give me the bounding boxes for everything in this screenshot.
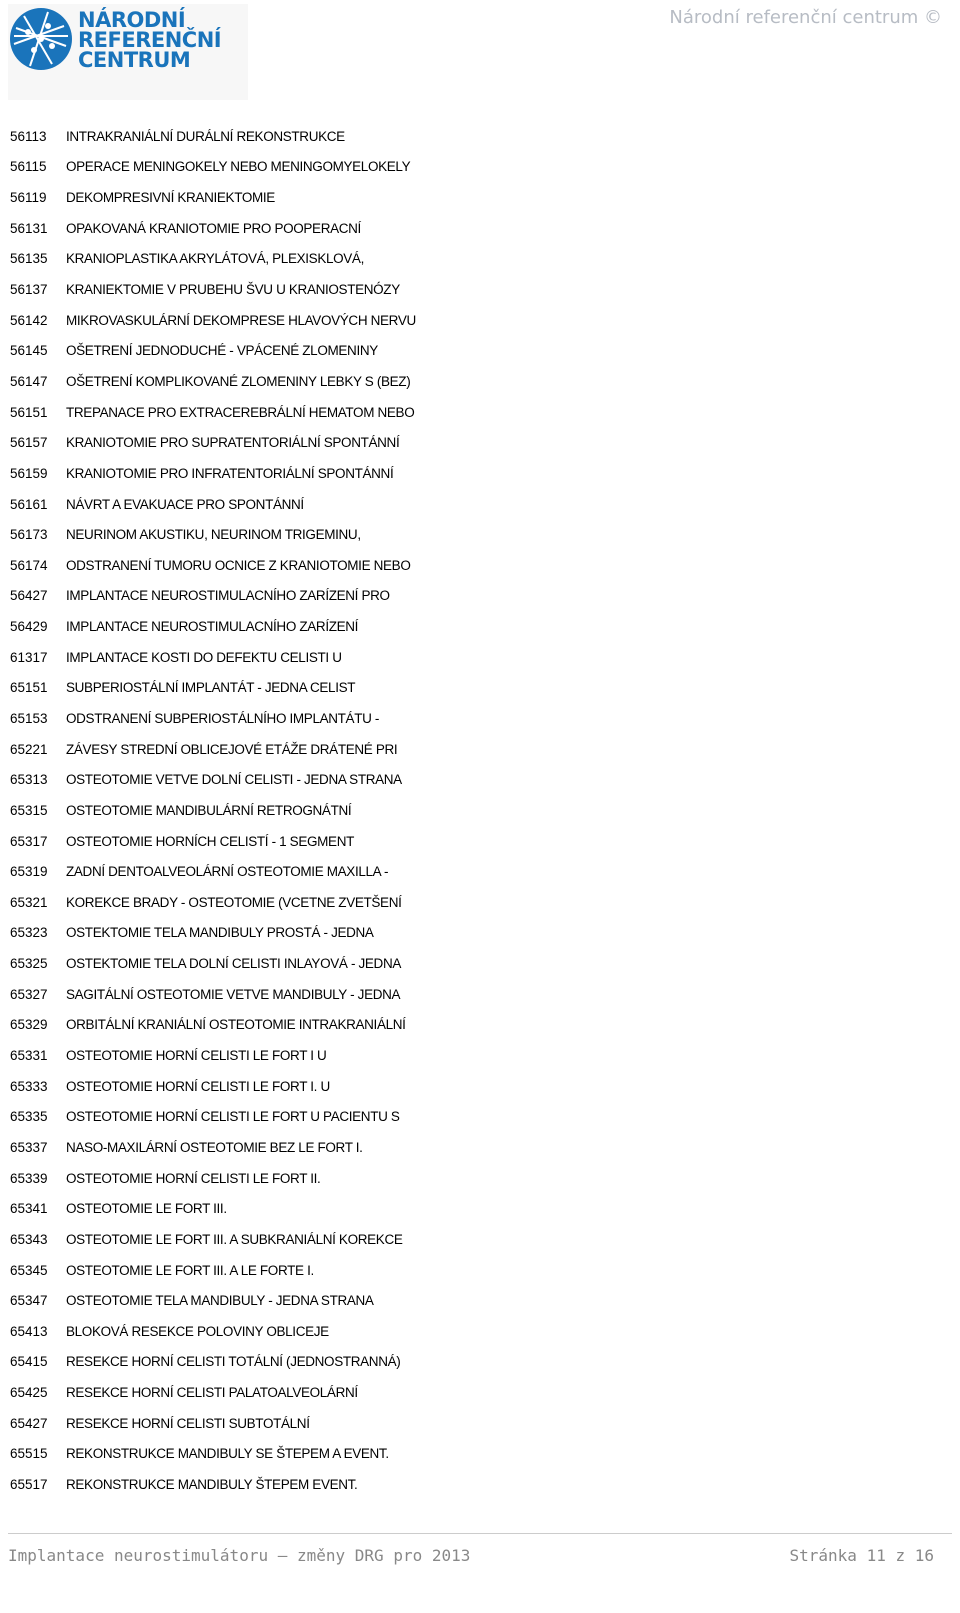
procedure-code: 65415 <box>10 1354 48 1370</box>
list-item <box>0 458 960 489</box>
list-item <box>0 397 960 428</box>
logo-line-2: REFERENČNÍ <box>78 28 222 52</box>
list-item <box>0 427 960 458</box>
procedure-description: OSTEOTOMIE HORNÍ CELISTI LE FORT I U <box>66 1048 327 1064</box>
procedure-code: 65315 <box>10 802 48 818</box>
procedure-description: OSTEOTOMIE VETVE DOLNÍ CELISTI - JEDNA STRANA <box>66 772 402 788</box>
procedure-description: IMPLANTACE NEUROSTIMULACNÍHO ZARÍZENÍ PRO <box>66 588 390 604</box>
logo <box>8 4 248 100</box>
list-item <box>0 979 960 1010</box>
procedure-description: KOREKCE BRADY - OSTEOTOMIE (VCETNE ZVETŠENÍ <box>66 894 402 910</box>
logo-line-3: CENTRUM <box>78 48 191 72</box>
list-item <box>0 1132 960 1163</box>
list-item <box>0 1408 960 1439</box>
list-item <box>0 918 960 949</box>
procedure-code: 65319 <box>10 864 48 880</box>
procedure-description: OSTEOTOMIE TELA MANDIBULY - JEDNA STRANA <box>66 1293 374 1309</box>
procedure-code: 65339 <box>10 1170 48 1186</box>
procedure-code: 56115 <box>10 159 47 175</box>
list-item <box>0 1285 960 1316</box>
procedure-description: KRANIOPLASTIKA AKRYLÁTOVÁ, PLEXISKLOVÁ, <box>66 251 364 267</box>
procedure-code: 56113 <box>10 128 47 144</box>
procedure-description: RESEKCE HORNÍ CELISTI SUBTOTÁLNÍ <box>66 1415 310 1431</box>
procedure-code: 65221 <box>10 741 48 757</box>
procedure-code: 56142 <box>10 312 48 328</box>
list-item <box>0 948 960 979</box>
list-item <box>0 1163 960 1194</box>
list-item <box>0 673 960 704</box>
procedure-description: TREPANACE PRO EXTRACEREBRÁLNÍ HEMATOM NEBO <box>66 404 415 420</box>
procedure-code: 65413 <box>10 1323 48 1339</box>
procedure-code: 56429 <box>10 619 48 635</box>
list-item <box>0 335 960 366</box>
procedure-code: 56119 <box>10 190 47 206</box>
list-item <box>0 121 960 152</box>
procedure-description: IMPLANTACE NEUROSTIMULACNÍHO ZARÍZENÍ <box>66 619 359 635</box>
footer-divider <box>8 1533 952 1534</box>
procedure-description: OSTEOTOMIE HORNÍ CELISTI LE FORT I. U <box>66 1078 330 1094</box>
list-item <box>0 887 960 918</box>
procedure-list <box>0 121 960 1500</box>
list-item <box>0 1071 960 1102</box>
procedure-description: IMPLANTACE KOSTI DO DEFEKTU CELISTI U <box>66 649 342 665</box>
footer-document-title: Implantace neurostimulátoru – změny DRG pro 2013 <box>8 1546 471 1565</box>
list-item <box>0 1469 960 1500</box>
procedure-code: 65321 <box>10 894 48 910</box>
procedure-code: 65425 <box>10 1385 48 1401</box>
procedure-code: 56159 <box>10 465 48 481</box>
list-item <box>0 1010 960 1041</box>
procedure-description: OŠETRENÍ JEDNODUCHÉ - VPÁCENÉ ZLOMENINY <box>66 343 378 359</box>
procedure-code: 65153 <box>10 710 48 726</box>
list-item <box>0 826 960 857</box>
procedure-description: OSTEOTOMIE LE FORT III. <box>66 1201 227 1217</box>
list-item <box>0 764 960 795</box>
list-item <box>0 152 960 183</box>
list-item <box>0 1193 960 1224</box>
procedure-code: 56135 <box>10 251 48 267</box>
procedure-code: 65515 <box>10 1446 48 1462</box>
procedure-description: OSTEOTOMIE HORNÍCH CELISTÍ - 1 SEGMENT <box>66 833 354 849</box>
page-header <box>0 0 960 100</box>
list-item <box>0 1439 960 1470</box>
procedure-description: MIKROVASKULÁRNÍ DEKOMPRESE HLAVOVÝCH NERVU <box>66 312 416 328</box>
procedure-description: NÁVRT A EVAKUACE PRO SPONTÁNNÍ <box>66 496 304 512</box>
list-item <box>0 244 960 275</box>
list-item <box>0 519 960 550</box>
procedure-description: KRANIEKTOMIE V PRUBEHU ŠVU U KRANIOSTENÓZY <box>66 282 400 298</box>
procedure-description: DEKOMPRESIVNÍ KRANIEKTOMIE <box>66 190 275 206</box>
procedure-description: REKONSTRUKCE MANDIBULY SE ŠTEPEM A EVENT. <box>66 1446 389 1462</box>
procedure-description: NEURINOM AKUSTIKU, NEURINOM TRIGEMINU, <box>66 527 361 543</box>
procedure-description: OSTEKTOMIE TELA MANDIBULY PROSTÁ - JEDNA <box>66 925 374 941</box>
list-item <box>0 1102 960 1133</box>
procedure-code: 65427 <box>10 1415 48 1431</box>
procedure-code: 56131 <box>10 220 48 236</box>
procedure-code: 56174 <box>10 557 48 573</box>
procedure-description: ODSTRANENÍ SUBPERIOSTÁLNÍHO IMPLANTÁTU - <box>66 710 380 726</box>
list-item <box>0 611 960 642</box>
procedure-description: OSTEOTOMIE LE FORT III. A SUBKRANIÁLNÍ KOREKCE <box>66 1231 403 1247</box>
procedure-code: 56151 <box>10 404 48 420</box>
list-item <box>0 1255 960 1286</box>
procedure-code: 65347 <box>10 1293 48 1309</box>
procedure-code: 56145 <box>10 343 48 359</box>
list-item <box>0 1224 960 1255</box>
list-item <box>0 550 960 581</box>
procedure-code: 65317 <box>10 833 48 849</box>
footer-page-number: Stránka 11 z 16 <box>789 1546 934 1565</box>
procedure-code: 56147 <box>10 373 48 389</box>
procedure-description: INTRAKRANIÁLNÍ DURÁLNÍ REKONSTRUKCE <box>66 128 345 144</box>
header-title: Národní referenční centrum © <box>669 7 942 28</box>
procedure-code: 56161 <box>10 496 48 512</box>
procedure-description: RESEKCE HORNÍ CELISTI PALATOALVEOLÁRNÍ <box>66 1385 358 1401</box>
procedure-description: OPERACE MENINGOKELY NEBO MENINGOMYELOKELY <box>66 159 411 175</box>
procedure-description: REKONSTRUKCE MANDIBULY ŠTEPEM EVENT. <box>66 1477 358 1492</box>
procedure-description: OSTEOTOMIE MANDIBULÁRNÍ RETROGNÁTNÍ <box>66 802 352 818</box>
procedure-description: NASO-MAXILÁRNÍ OSTEOTOMIE BEZ LE FORT I. <box>66 1139 363 1155</box>
list-item <box>0 1040 960 1071</box>
list-item <box>0 734 960 765</box>
list-item <box>0 182 960 213</box>
list-item <box>0 581 960 612</box>
list-item <box>0 489 960 520</box>
list-item <box>0 856 960 887</box>
procedure-description: SUBPERIOSTÁLNÍ IMPLANTÁT - JEDNA CELIST <box>66 680 356 696</box>
procedure-description: ZÁVESY STREDNÍ OBLICEJOVÉ ETÁŽE DRÁTENÉ PRI <box>66 741 398 757</box>
procedure-code: 65337 <box>10 1139 48 1155</box>
procedure-code: 56137 <box>10 282 48 298</box>
procedure-description: ODSTRANENÍ TUMORU OCNICE Z KRANIOTOMIE NEBO <box>66 557 411 573</box>
list-item <box>0 642 960 673</box>
procedure-description: OPAKOVANÁ KRANIOTOMIE PRO POOPERACNÍ <box>66 220 361 236</box>
list-item <box>0 213 960 244</box>
procedure-code: 61317 <box>10 649 48 665</box>
list-item <box>0 274 960 305</box>
procedure-code: 65517 <box>10 1477 48 1492</box>
procedure-code: 56427 <box>10 588 48 604</box>
procedure-code: 65333 <box>10 1078 48 1094</box>
list-item <box>0 1347 960 1378</box>
procedure-description: KRANIOTOMIE PRO SUPRATENTORIÁLNÍ SPONTÁNNÍ <box>66 435 400 451</box>
procedure-code: 65313 <box>10 772 48 788</box>
logo-text <box>78 10 221 70</box>
procedure-code: 56173 <box>10 527 48 543</box>
logo-line-1: NÁRODNÍ <box>78 8 186 32</box>
procedure-description: OSTEOTOMIE LE FORT III. A LE FORTE I. <box>66 1262 314 1278</box>
procedure-description: OSTEOTOMIE HORNÍ CELISTI LE FORT U PACIENTU S <box>66 1109 400 1125</box>
procedure-code: 65341 <box>10 1201 48 1217</box>
logo-globe-icon <box>8 6 74 72</box>
procedure-code: 56157 <box>10 435 48 451</box>
procedure-code: 65151 <box>10 680 48 696</box>
procedure-description: KRANIOTOMIE PRO INFRATENTORIÁLNÍ SPONTÁNNÍ <box>66 465 394 481</box>
list-item <box>0 1316 960 1347</box>
list-item <box>0 795 960 826</box>
procedure-code: 65327 <box>10 986 48 1002</box>
procedure-description: RESEKCE HORNÍ CELISTI TOTÁLNÍ (JEDNOSTRANNÁ) <box>66 1354 401 1370</box>
procedure-description: OŠETRENÍ KOMPLIKOVANÉ ZLOMENINY LEBKY S (BEZ) <box>66 373 411 389</box>
procedure-description: SAGITÁLNÍ OSTEOTOMIE VETVE MANDIBULY - JEDNA <box>66 986 401 1002</box>
list-item <box>0 305 960 336</box>
procedure-description: OSTEKTOMIE TELA DOLNÍ CELISTI INLAYOVÁ - JEDNA <box>66 956 401 972</box>
procedure-code: 65331 <box>10 1048 48 1064</box>
procedure-description: ZADNÍ DENTOALVEOLÁRNÍ OSTEOTOMIE MAXILLA - <box>66 864 389 880</box>
procedure-code: 65323 <box>10 925 48 941</box>
procedure-description: BLOKOVÁ RESEKCE POLOVINY OBLICEJE <box>66 1323 329 1339</box>
procedure-description: OSTEOTOMIE HORNÍ CELISTI LE FORT II. <box>66 1170 321 1186</box>
procedure-description: ORBITÁLNÍ KRANIÁLNÍ OSTEOTOMIE INTRAKRANIÁLNÍ <box>66 1017 406 1033</box>
procedure-code: 65335 <box>10 1109 48 1125</box>
procedure-code: 65325 <box>10 956 48 972</box>
list-item <box>0 366 960 397</box>
procedure-code: 65343 <box>10 1231 48 1247</box>
procedure-code: 65345 <box>10 1262 48 1278</box>
list-item <box>0 1377 960 1408</box>
procedure-code: 65329 <box>10 1017 48 1033</box>
list-item <box>0 703 960 734</box>
